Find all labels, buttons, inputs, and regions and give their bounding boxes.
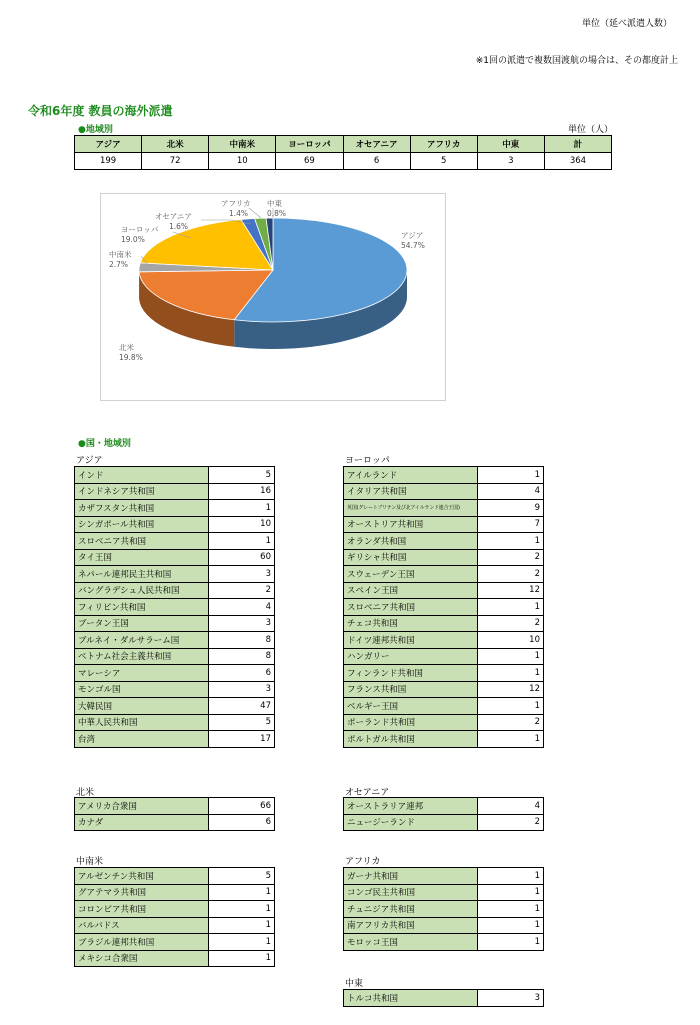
country-count: 1: [478, 648, 544, 665]
table-row: [75, 582, 275, 599]
pie-label-3: ヨーロッパ: [121, 225, 159, 234]
table-row: [75, 632, 275, 649]
country-name: ブルネイ・ダルサラーム国: [75, 632, 209, 649]
table-row: [344, 599, 544, 616]
summary-value-cell: 69: [276, 153, 343, 170]
counting-note: ※1回の派遣で複数国渡航の場合は、その都度計上: [475, 56, 678, 66]
country-name: ポーランド共和国: [344, 714, 478, 731]
country-name: ニュージーランド: [344, 814, 478, 831]
table-row: [75, 467, 275, 484]
table-row: [344, 901, 544, 918]
country-count: 7: [478, 516, 544, 533]
table-row: [344, 917, 544, 934]
country-count: 4: [478, 483, 544, 500]
country-count: 1: [478, 698, 544, 715]
group-label-oceania: オセアニア: [345, 788, 390, 798]
table-row: [344, 566, 544, 583]
table-row: [344, 665, 544, 682]
country-count: 3: [209, 681, 275, 698]
country-count: 17: [209, 731, 275, 748]
country-name: イタリア共和国: [344, 483, 478, 500]
pie-percent-6: 0.8%: [267, 209, 287, 218]
europe-country-table: [343, 466, 544, 748]
summary-header-cell: アフリカ: [410, 136, 477, 153]
pie-percent-4: 1.6%: [169, 222, 189, 231]
country-name: 南アフリカ共和国: [344, 917, 478, 934]
country-name: スウェーデン王国: [344, 566, 478, 583]
country-count: 1: [478, 599, 544, 616]
summary-value-cell: 199: [75, 153, 142, 170]
country-name: オランダ共和国: [344, 533, 478, 550]
table-row: [75, 681, 275, 698]
country-name: チュニジア共和国: [344, 901, 478, 918]
country-name: メキシコ合衆国: [75, 950, 209, 967]
table-row: [75, 814, 275, 831]
country-name: カナダ: [75, 814, 209, 831]
group-label-asia: アジア: [76, 456, 103, 466]
table-row: [75, 934, 275, 951]
group-label-latin-america: 中南米: [76, 857, 104, 867]
country-name: グアテマラ共和国: [75, 884, 209, 901]
summary-header-cell: オセアニア: [343, 136, 410, 153]
group-label-africa: アフリカ: [345, 857, 381, 867]
pie-label-5: アフリカ: [221, 199, 251, 208]
section-country-heading: ●国・地域別: [78, 439, 131, 449]
table-row: [75, 648, 275, 665]
table-row: [75, 549, 275, 566]
country-name: アルゼンチン共和国: [75, 868, 209, 885]
country-count: 1: [478, 467, 544, 484]
country-count: 10: [478, 632, 544, 649]
country-count: 1: [478, 934, 544, 951]
table-row: [344, 500, 544, 517]
country-count: 5: [209, 714, 275, 731]
country-count: 16: [209, 483, 275, 500]
table-row: [75, 868, 275, 885]
country-count: 2: [478, 714, 544, 731]
pie-chart-svg: [101, 194, 445, 400]
country-name: ネパール連邦民主共和国: [75, 566, 209, 583]
country-name: チェコ共和国: [344, 615, 478, 632]
country-name: インド: [75, 467, 209, 484]
pie-percent-5: 1.4%: [229, 209, 249, 218]
pie-leader-line-5: [249, 208, 261, 218]
asia-country-table: [74, 466, 275, 748]
table-row: [75, 500, 275, 517]
country-count: 1: [478, 884, 544, 901]
country-count: 1: [209, 533, 275, 550]
country-name: オーストリア共和国: [344, 516, 478, 533]
table-row: [344, 798, 544, 815]
region-pie-chart: [100, 193, 446, 401]
table-row: [344, 884, 544, 901]
country-count: 1: [478, 917, 544, 934]
country-count: 2: [478, 814, 544, 831]
country-count: 9: [478, 500, 544, 517]
table-row: [75, 917, 275, 934]
page-title: 令和6年度 教員の海外派遣: [28, 104, 173, 118]
middle-east-country-table: [343, 989, 544, 1007]
summary-value-cell: 5: [410, 153, 477, 170]
summary-header-cell: 中東: [477, 136, 544, 153]
summary-header-row: [75, 136, 612, 153]
africa-country-table: [343, 867, 544, 951]
country-name: ベルギー王国: [344, 698, 478, 715]
group-label-north-america: 北米: [76, 788, 95, 798]
summary-header-cell: ヨーロッパ: [276, 136, 343, 153]
table-row: [75, 533, 275, 550]
pie-percent-3: 19.0%: [121, 235, 145, 244]
country-count: 1: [478, 868, 544, 885]
table-row: [344, 483, 544, 500]
country-count: 2: [478, 566, 544, 583]
country-count: 1: [209, 934, 275, 951]
table-row: [344, 615, 544, 632]
table-row: [75, 901, 275, 918]
country-name: カザフスタン共和国: [75, 500, 209, 517]
summary-value-row: [75, 153, 612, 170]
table-row: [344, 990, 544, 1007]
summary-header-cell: 中南米: [209, 136, 276, 153]
table-row: [75, 884, 275, 901]
table-row: [344, 632, 544, 649]
latin-america-country-table: [74, 867, 275, 967]
country-count: 66: [209, 798, 275, 815]
country-count: 6: [209, 814, 275, 831]
country-name: ドイツ連邦共和国: [344, 632, 478, 649]
pie-percent-0: 54.7%: [401, 241, 425, 250]
country-count: 1: [209, 884, 275, 901]
country-name: スロベニア共和国: [344, 599, 478, 616]
unit-label-people: 単位（人）: [568, 125, 614, 135]
country-name: ブラジル連邦共和国: [75, 934, 209, 951]
pie-percent-2: 2.7%: [109, 260, 129, 269]
country-name: 台湾: [75, 731, 209, 748]
summary-header-cell: 北米: [142, 136, 209, 153]
group-label-europe: ヨーロッパ: [345, 456, 390, 466]
country-count: 1: [478, 533, 544, 550]
table-row: [344, 582, 544, 599]
summary-value-cell: 364: [544, 153, 611, 170]
table-row: [75, 665, 275, 682]
table-row: [344, 814, 544, 831]
country-count: 2: [478, 615, 544, 632]
summary-header-cell: 計: [544, 136, 611, 153]
table-row: [344, 934, 544, 951]
country-name: スペイン王国: [344, 582, 478, 599]
country-count: 5: [209, 467, 275, 484]
region-summary-table: [74, 135, 612, 170]
country-name: 英国(グレートブリテン及び北アイルランド連合王国): [344, 500, 478, 517]
table-row: [344, 549, 544, 566]
country-name: フィリピン共和国: [75, 599, 209, 616]
pie-label-4: オセアニア: [155, 212, 192, 221]
country-name: ガーナ共和国: [344, 868, 478, 885]
country-count: 4: [478, 798, 544, 815]
country-name: フィンランド共和国: [344, 665, 478, 682]
country-count: 4: [209, 599, 275, 616]
table-row: [344, 533, 544, 550]
country-name: タイ王国: [75, 549, 209, 566]
table-row: [344, 868, 544, 885]
table-row: [344, 714, 544, 731]
country-count: 6: [209, 665, 275, 682]
country-name: コロンビア共和国: [75, 901, 209, 918]
country-count: 8: [209, 632, 275, 649]
country-count: 12: [478, 582, 544, 599]
country-count: 47: [209, 698, 275, 715]
country-name: スロベニア共和国: [75, 533, 209, 550]
unit-label-top: 単位（延べ派遣人数）: [581, 19, 672, 29]
pie-percent-1: 19.8%: [119, 353, 143, 362]
group-label-middle-east: 中東: [345, 979, 364, 989]
summary-value-cell: 6: [343, 153, 410, 170]
pie-label-6: 中東: [267, 199, 282, 208]
table-row: [75, 950, 275, 967]
country-count: 5: [209, 868, 275, 885]
country-count: 1: [478, 901, 544, 918]
summary-value-cell: 10: [209, 153, 276, 170]
country-name: アイルランド: [344, 467, 478, 484]
country-name: ブータン王国: [75, 615, 209, 632]
summary-value-cell: 72: [142, 153, 209, 170]
country-count: 12: [478, 681, 544, 698]
country-count: 1: [209, 950, 275, 967]
country-count: 1: [209, 500, 275, 517]
summary-header-cell: アジア: [75, 136, 142, 153]
country-name: バルバドス: [75, 917, 209, 934]
table-row: [344, 698, 544, 715]
country-name: ギリシャ共和国: [344, 549, 478, 566]
section-region-heading: ●地域別: [78, 125, 113, 135]
table-row: [75, 615, 275, 632]
country-name: オーストラリア連邦: [344, 798, 478, 815]
north-america-country-table: [74, 797, 275, 831]
summary-value-cell: 3: [477, 153, 544, 170]
table-row: [75, 516, 275, 533]
country-name: バングラデシュ人民共和国: [75, 582, 209, 599]
table-row: [75, 483, 275, 500]
country-name: モロッコ王国: [344, 934, 478, 951]
country-count: 1: [478, 665, 544, 682]
table-row: [344, 467, 544, 484]
table-row: [75, 731, 275, 748]
country-name: ポルトガル共和国: [344, 731, 478, 748]
table-row: [75, 698, 275, 715]
pie-label-0: アジア: [401, 231, 424, 240]
country-name: インドネシア共和国: [75, 483, 209, 500]
oceania-country-table: [343, 797, 544, 831]
table-row: [344, 516, 544, 533]
country-count: 8: [209, 648, 275, 665]
pie-label-1: 北米: [119, 343, 134, 352]
country-name: シンガポール共和国: [75, 516, 209, 533]
country-name: アメリカ合衆国: [75, 798, 209, 815]
country-count: 60: [209, 549, 275, 566]
country-count: 1: [478, 731, 544, 748]
country-name: モンゴル国: [75, 681, 209, 698]
country-name: ベトナム社会主義共和国: [75, 648, 209, 665]
table-row: [344, 648, 544, 665]
table-row: [75, 798, 275, 815]
country-name: 大韓民国: [75, 698, 209, 715]
country-count: 3: [209, 615, 275, 632]
table-row: [344, 681, 544, 698]
country-count: 2: [478, 549, 544, 566]
pie-label-2: 中南米: [109, 250, 132, 259]
country-count: 3: [478, 990, 544, 1007]
country-count: 1: [209, 901, 275, 918]
table-row: [75, 714, 275, 731]
table-row: [75, 599, 275, 616]
table-row: [75, 566, 275, 583]
country-name: フランス共和国: [344, 681, 478, 698]
country-count: 3: [209, 566, 275, 583]
country-count: 2: [209, 582, 275, 599]
country-name: マレーシア: [75, 665, 209, 682]
country-name: 中華人民共和国: [75, 714, 209, 731]
country-name: ハンガリー: [344, 648, 478, 665]
table-row: [344, 731, 544, 748]
country-count: 1: [209, 917, 275, 934]
country-count: 10: [209, 516, 275, 533]
country-name: トルコ共和国: [344, 990, 478, 1007]
country-name: コンゴ民主共和国: [344, 884, 478, 901]
